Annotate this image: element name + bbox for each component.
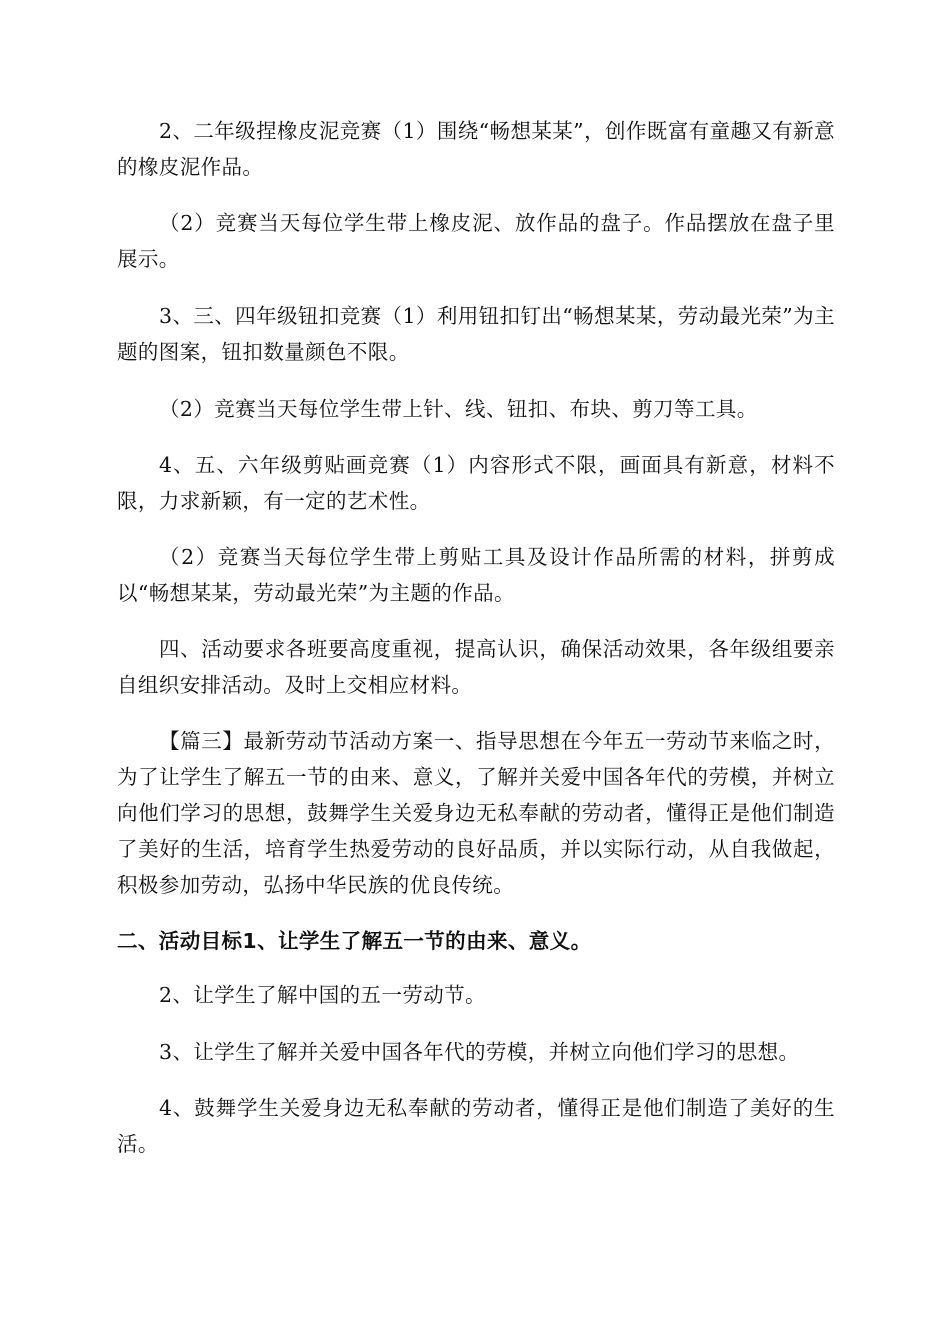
paragraph-goal-4: 4、鼓舞学生关爱身边无私奉献的劳动者，懂得正是他们制造了美好的生活。 (117, 1096, 835, 1156)
paragraph-collage-contest-materials: （2）竞赛当天每位学生带上剪贴工具及设计作品所需的材料，拼剪成以“畅想某某，劳动最光荣”为主题的作品。 (117, 545, 835, 605)
paragraph-button-contest-materials: （2）竞赛当天每位学生带上针、线、钮扣、布块、剪刀等工具。 (159, 397, 758, 421)
paragraph-grade34-button-contest: 3、三、四年级钮扣竞赛（1）利用钮扣钉出“畅想某某，劳动最光荣”为主题的图案，钮扣数量颜色不限。 (117, 304, 835, 364)
paragraph-activity-requirements: 四、活动要求各班要高度重视，提高认识，确保活动效果，各年级组要亲自组织安排活动。及时上交相应材料。 (117, 637, 835, 697)
paragraph-grade56-collage-contest: 4、五、六年级剪贴画竞赛（1）内容形式不限，画面具有新意，材料不限，力求新颖，有一定的艺术性。 (117, 453, 835, 513)
paragraph-goal-2: 2、让学生了解中国的五一劳动节。 (159, 983, 486, 1007)
heading-activity-goals: 二、活动目标1、让学生了解五一节的由来、意义。 (117, 929, 592, 953)
paragraph-grade2-clay-contest: 2、二年级捏橡皮泥竞赛（1）围绕“畅想某某”，创作既富有童趣又有新意的橡皮泥作品。 (117, 119, 835, 179)
paragraph-clay-contest-materials: （2）竞赛当天每位学生带上橡皮泥、放作品的盘子。作品摆放在盘子里展示。 (117, 211, 835, 271)
document-body (117, 113, 835, 1182)
paragraph-goal-3: 3、让学生了解并关爱中国各年代的劳模，并树立向他们学习的思想。 (159, 1040, 800, 1064)
paragraph-part-three-guiding-ideas: 【篇三】最新劳动节活动方案一、指导思想在今年五一劳动节来临之时，为了让学生了解五一节的由来、意义，了解并关爱中国各年代的劳模，并树立向他们学习的思想，鼓舞学生关爱身边无私奉献的劳动者，懂得正是他们制造了美好的生活，培育学生热爱劳动的良好品质，并以实际行动，从自我做起，积极参加劳动，弘扬中华民族的优良传统。 (117, 729, 835, 897)
